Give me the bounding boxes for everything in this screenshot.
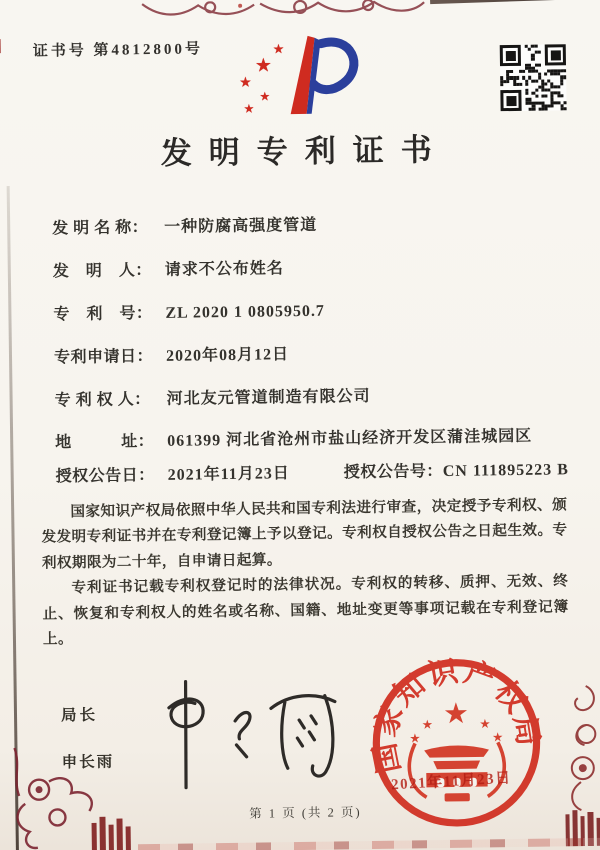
page-edge-top [430,0,596,4]
bottom-left-ornament [4,744,137,850]
seal-date: 2021年11月23日 [390,770,513,794]
field-value: 一种防腐高强度管道 [164,216,318,236]
svg-text:★: ★ [442,697,470,731]
certificate-title: 发明专利证书 [160,131,449,171]
legal-paragraph-1: 国家知识产权局依照中华人民共和国专利法进行审查，决定授予专利权、颁发发明专利证书并在专利登记簿上予以登记。专利权自授权公告之日起生效。专利权期限为二十年，自申请日起算。 [41,497,568,572]
svg-text:★: ★ [479,716,491,732]
border-fragment-left [0,39,1,53]
qr-finder-icon [545,44,566,65]
field-row-filing-date [54,337,569,367]
field-value: 河北友元管道制造有限公司 [166,388,371,408]
logo-emblem [278,33,366,130]
field-value: ZL 2020 1 0805950.7 [165,302,326,322]
field-label: 授权公告号： [343,463,443,482]
right-edge-ornament [556,682,600,847]
field-value: 请求不公布姓名 [164,260,284,279]
field-value: 061399 河北省沧州市盐山经济开发区蒲洼城园区 [167,427,533,450]
commissioner-name: 申长雨 [61,753,115,772]
legal-text [41,493,569,653]
star-icon: ★ [272,41,285,57]
field-row-inventor [53,251,568,281]
svg-text:★: ★ [492,730,504,745]
bottom-border-fragment [138,838,600,850]
commissioner-title: 局长 [60,706,99,725]
qr-finder-icon [500,45,521,66]
qr-finder-icon [500,90,521,111]
field-label: 发 明 人： [52,262,152,281]
cnipa-logo [233,33,366,133]
field-label: 地 址： [55,433,155,452]
field-row-invention-name [52,208,567,238]
page-number: 第 1 页 (共 2 页) [249,805,362,821]
field-label: 发 明 名 称： [52,219,149,238]
handwritten-signature [138,667,360,800]
star-icon: ★ [254,55,273,77]
field-value: 2020年08月12日 [165,346,290,365]
star-icon: ★ [243,101,255,116]
qr-code [500,44,567,111]
seal-ring-text: 国家知识产权局 [368,655,545,776]
svg-text:★: ★ [409,731,421,746]
field-label: 专利申请日： [53,348,154,367]
field-value: 2021年11月23日 [167,465,290,484]
field-row-patentee [54,380,569,410]
field-label: 授权公告日： [55,467,155,486]
legal-paragraph-2: 专利证书记载专利权登记时的法律状况。专利权的转移、质押、无效、终止、恢复和专利权人的姓名或名称、国籍、地址变更等事项记载在专利登记簿上。 [42,573,569,648]
top-border-ornament [140,0,426,18]
star-icon: ★ [239,75,252,91]
star-icon: ★ [259,89,271,104]
field-value: CN 111895223 B [442,461,569,481]
field-label: 专 利 权 人： [54,391,151,410]
field-label: 专 利 号： [53,305,153,324]
field-row-address [55,422,570,452]
certificate-number: 证书号 第4812800号 [32,41,204,60]
field-row-grant [56,456,571,486]
field-row-patent-no [53,294,568,324]
svg-text:★: ★ [421,717,434,732]
